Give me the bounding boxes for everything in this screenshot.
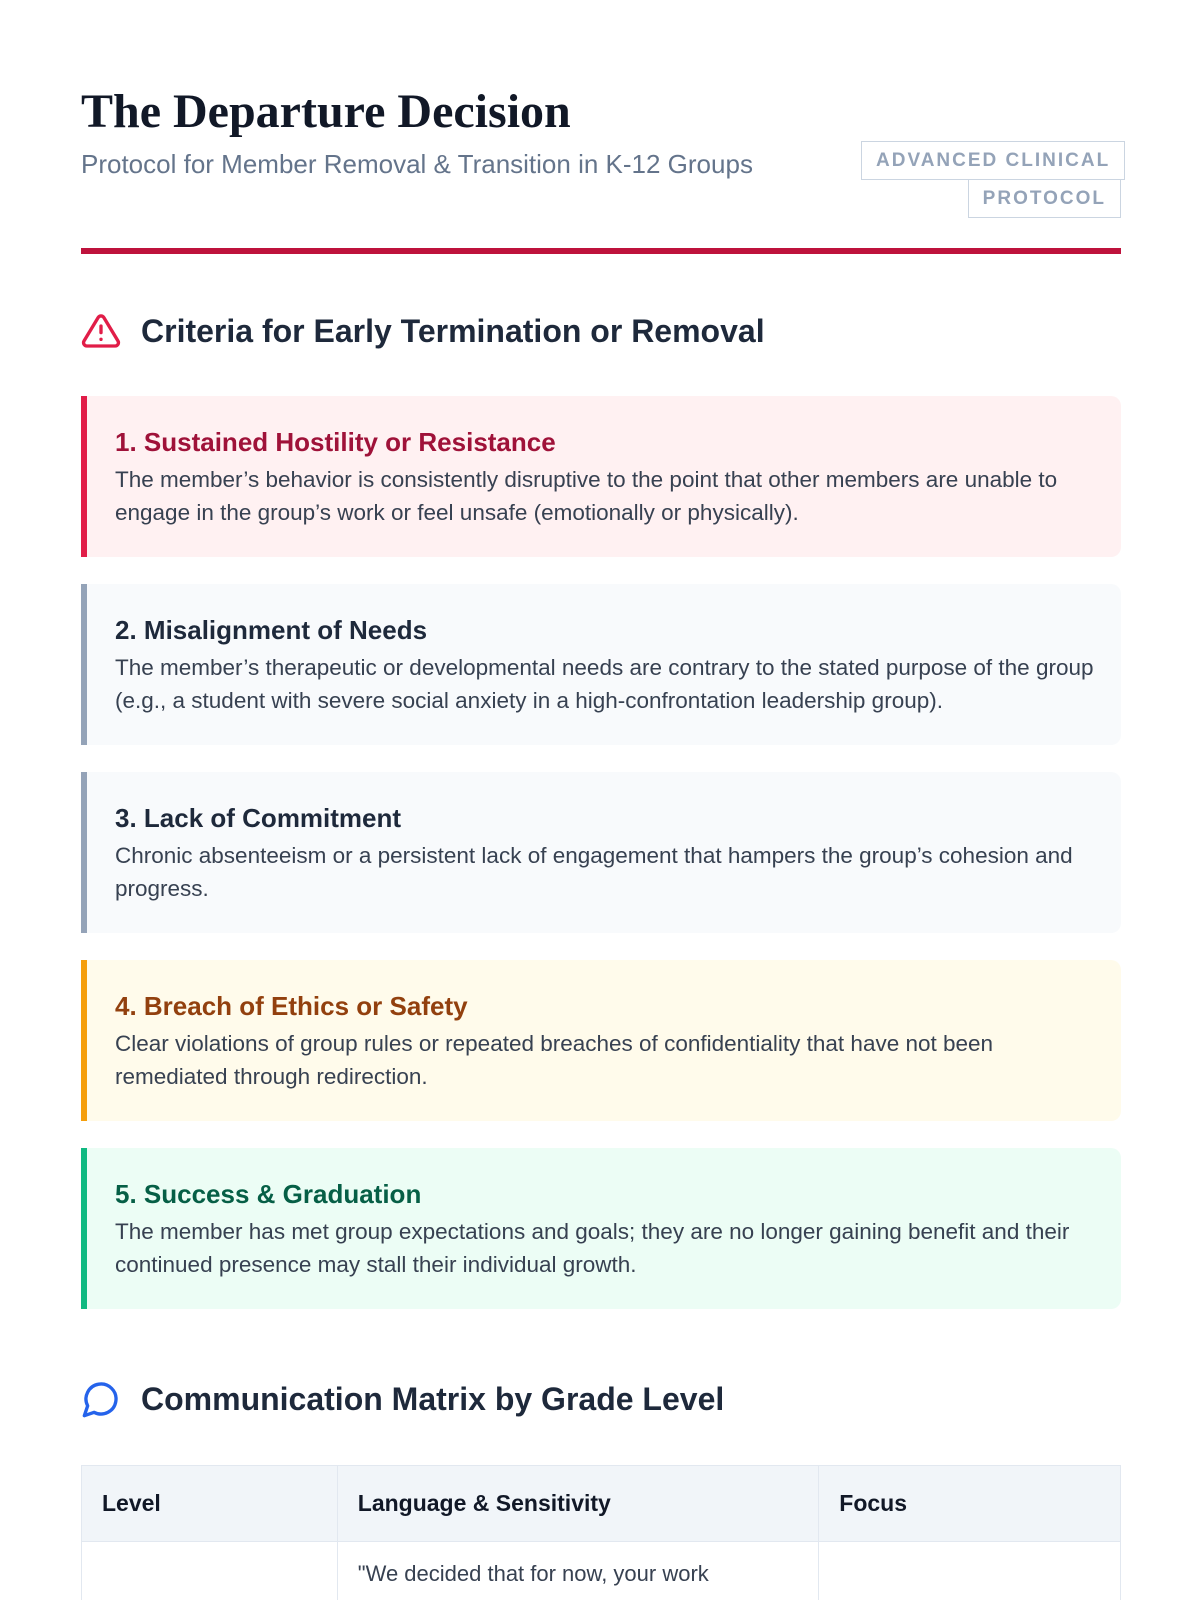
column-header-focus: Focus [819,1466,1121,1542]
criteria-card-title: 2. Misalignment of Needs [115,615,428,645]
criteria-card-ethics [81,960,1121,1121]
criteria-list [81,396,1121,1309]
criteria-card-graduation [81,1148,1121,1309]
criteria-card-misalignment [81,584,1121,745]
protocol-badge-label: ADVANCED CLINICAL PROTOCOL [861,141,1125,218]
page-title: The Departure Decision [81,85,571,138]
page-subtitle: Protocol for Member Removal & Transition in K-12 Groups [81,149,753,179]
cell-focus [819,1542,1121,1600]
document-page [81,0,1121,1600]
criteria-card-hostility [81,396,1121,557]
matrix-section [81,1379,1121,1600]
criteria-section [81,311,1121,1309]
criteria-card-title: 3. Lack of Commitment [115,803,402,833]
matrix-heading-text: Communication Matrix by Grade Level [141,1380,725,1417]
chat-bubble-icon [81,1379,121,1419]
protocol-badge [861,142,1121,218]
criteria-card-body: Clear violations of group rules or repeated breaches of confidentiality that have not been remediated through redirection. [115,1031,994,1089]
warning-triangle-icon [81,311,121,351]
criteria-card-body: The member’s behavior is consistently disruptive to the point that other members are unable to engage in the group’s work or feel unsafe (emotionally or physically). [115,467,1058,525]
cell-language: "We decided that for now, your work [337,1542,819,1600]
communication-matrix-table [81,1465,1121,1600]
criteria-heading-text: Criteria for Early Termination or Removal [141,312,765,349]
criteria-card-body: The member’s therapeutic or developmental needs are contrary to the stated purpose of the group (e.g., a student with severe social anxiety in a high-confrontation leadership group). [115,655,1094,713]
column-header-language: Language & Sensitivity [337,1466,819,1542]
criteria-card-title: 5. Success & Graduation [115,1179,422,1209]
criteria-card-body: Chronic absenteeism or a persistent lack of engagement that hampers the group’s cohesion and progress. [115,843,1073,901]
matrix-heading [81,1379,1121,1419]
criteria-card-title: 4. Breach of Ethics or Safety [115,991,468,1021]
column-header-level: Level [82,1466,338,1542]
document-header [81,0,1121,254]
criteria-card-title: 1. Sustained Hostility or Resistance [115,427,556,457]
criteria-heading [81,311,1121,351]
table-row [82,1542,1121,1600]
criteria-card-commitment [81,772,1121,933]
criteria-card-body: The member has met group expectations and goals; they are no longer gaining benefit and their continued presence may stall their individual growth. [115,1219,1070,1277]
table-header-row [82,1466,1121,1542]
cell-level [82,1542,338,1600]
